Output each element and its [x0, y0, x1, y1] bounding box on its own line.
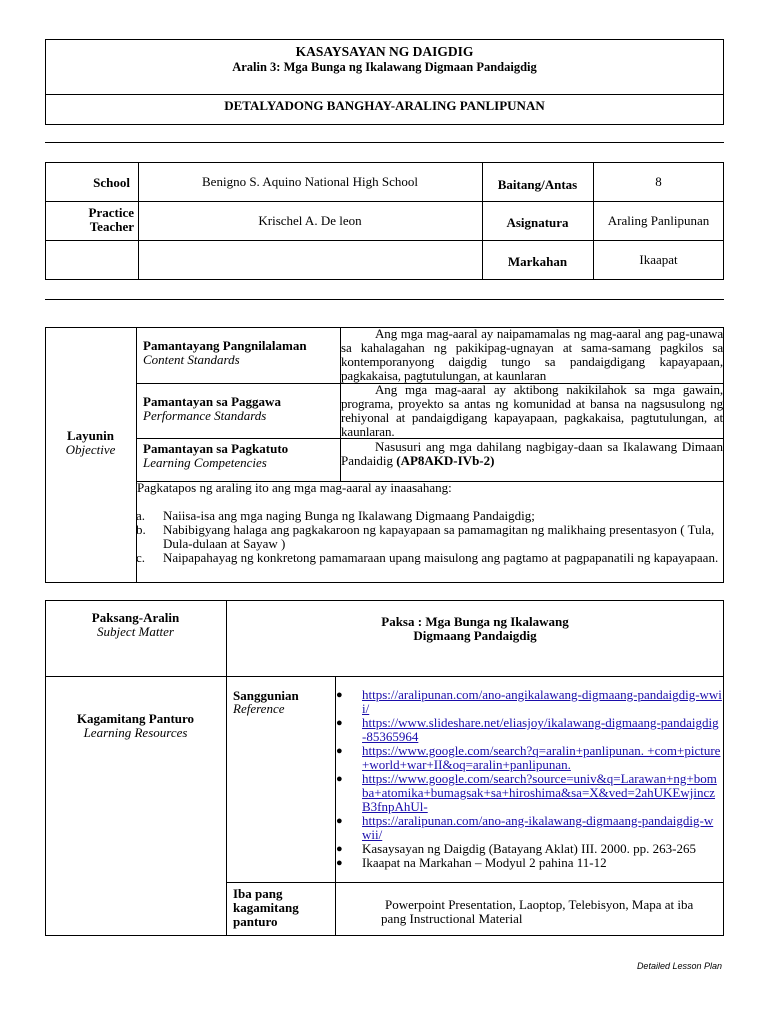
footer-text: Detailed Lesson Plan — [636, 961, 722, 971]
grade-value: 8 — [655, 174, 662, 189]
list-item[interactable] — [336, 716, 722, 744]
performance-standards-label-en: Performance Standards — [143, 408, 267, 423]
reference-label-en: Reference — [233, 701, 285, 716]
reference-text: Ikaapat na Markahan – Modyul 2 pahina 11-12 — [362, 855, 607, 870]
subject-row-divider — [45, 676, 724, 677]
content-standards-label: Pamantayang Pangnilalaman — [143, 338, 307, 353]
quarter-label: Markahan — [507, 254, 568, 269]
list-item — [136, 523, 721, 551]
list-marker: c. — [136, 550, 146, 565]
school-label: School — [93, 175, 130, 190]
teacher-value: Krischel A. De leon — [258, 213, 362, 228]
school-value: Benigno S. Aquino National High School — [202, 174, 418, 189]
reference-link[interactable]: https://www.google.com/search?source=univ&q=Larawan+ng+bomba+atomika+bumagsak+sa+hiroshima&sa=X&ved=2ahUKEwjinczB3fnpAhUl- — [362, 771, 717, 814]
list-item-text: Naipapahayag ng konkretong pamamaraan upang maisulong ang pagtamo at pagpapanatili ng kapayapaan. — [163, 550, 719, 565]
reference-label: Sanggunian — [233, 688, 299, 703]
content-standards-label-en: Content Standards — [143, 352, 240, 367]
list-item — [136, 509, 721, 523]
list-item[interactable] — [336, 744, 722, 772]
learning-resources-label: Kagamitang Panturo — [76, 711, 195, 726]
performance-standards-text: Ang mga mag-aaral ay aktibong nakikilahok sa mga gawain, programa, proyekto sa antas ng komunidad at bansa na nagsusulong ng rehiyonal at pandaigdigang kapayapaan, pagkakaisa, pagtutulungan, at kaunlaran. — [341, 382, 723, 439]
reference-link[interactable]: https://aralipunan.com/ano-angikalawang-digmaang-pandaigdig-wwii/ — [362, 687, 722, 716]
separator-line — [45, 142, 724, 143]
grade-label: Baitang/Antas — [497, 177, 578, 192]
resources-row-divider — [226, 882, 724, 883]
list-item[interactable] — [336, 688, 722, 716]
list-item-text: Nabibigyang halaga ang pagkakaroon ng kapayapaan sa pamamagitan ng malikhaing presentasyon ( Tula, Dula-dulaan at Sayaw ) — [163, 522, 715, 551]
list-marker: a. — [136, 508, 146, 523]
reference-link[interactable]: https://www.slideshare.net/eliasjoy/ikalawang-digmaang-pandaigdig-85365964 — [362, 715, 719, 744]
plan-title: DETALYADONG BANGHAY-ARALING PANLIPUNAN — [224, 98, 545, 113]
learning-competencies-label: Pamantayan sa Pagkatuto — [143, 441, 289, 456]
topic-line-1: Paksa : Mga Bunga ng Ikalawang — [381, 614, 569, 629]
subject-value: Araling Panlipunan — [607, 213, 710, 228]
header-divider — [45, 94, 724, 95]
topic-line-2: Digmaang Pandaigdig — [413, 628, 537, 643]
list-item — [336, 856, 722, 870]
teacher-label: Practice Teacher — [88, 205, 134, 234]
reference-link[interactable]: https://aralipunan.com/ano-ang-ikalawang-digmaang-pandaigdig-wwii/ — [362, 813, 714, 842]
objective-label: Layunin — [67, 428, 114, 443]
subject-matter-label: Paksang-Aralin — [91, 610, 180, 625]
reference-list — [336, 688, 722, 870]
objectives-list — [136, 509, 721, 565]
list-item-text: Naiisa-isa ang mga naging Bunga ng Ikalawang Digmaang Pandaigdig; — [163, 508, 535, 523]
info-row-divider — [45, 240, 724, 241]
objective-label-en: Objective — [65, 442, 116, 457]
subject-matter-label-en: Subject Matter — [97, 624, 174, 639]
subject-label: Asignatura — [506, 215, 569, 230]
learning-resources-label-en: Learning Resources — [83, 725, 188, 740]
competency-description: Nasusuri ang mga dahilang nagbigay-daan sa Ikalawang Dimaan Pandaidig — [341, 439, 723, 468]
document-title: KASAYSAYAN NG DAIGDIG — [295, 44, 474, 59]
subject-col-divider — [226, 600, 227, 936]
other-materials-label: Iba pang kagamitang panturo — [233, 886, 299, 929]
list-item — [336, 842, 722, 856]
learning-competencies-text — [341, 440, 723, 468]
quarter-value: Ikaapat — [639, 252, 678, 267]
competency-code: (AP8AKD-IVb-2) — [396, 453, 495, 468]
learning-competencies-label-en: Learning Competencies — [143, 455, 267, 470]
content-standards-text: Ang mga mag-aaral ay naipamamalas ng mag-aaral ang pag-unawa sa kahalagahan ng pakikipag-ugnayan at sama-samang pagkilos sa kontemporanyong daigdig tungo sa pandaigdigang kapayapaan, pagkakaisa, pagtutulungan, at kaunlaran — [341, 326, 723, 383]
separator-line — [45, 299, 724, 300]
other-materials-text: Powerpoint Presentation, Laoptop, Telebisyon, Mapa at iba pang Instructional Material — [381, 897, 694, 926]
list-item[interactable] — [336, 814, 722, 842]
lesson-title: Aralin 3: Mga Bunga ng Ikalawang Digmaan Pandaigdig — [232, 60, 537, 74]
list-item[interactable] — [336, 772, 722, 814]
reference-link[interactable]: https://www.google.com/search?q=aralin+panlipunan. +com+picture+world+war+II&oq=aralin+panlipunan. — [362, 743, 721, 772]
list-item — [136, 551, 721, 565]
objectives-intro: Pagkatapos ng araling ito ang mga mag-aaral ay inaasahang: — [137, 480, 452, 495]
list-marker: b. — [136, 522, 146, 537]
info-row-divider — [45, 201, 724, 202]
performance-standards-label: Pamantayan sa Paggawa — [143, 394, 281, 409]
reference-text: Kasaysayan ng Daigdig (Batayang Aklat) III. 2000. pp. 263-265 — [362, 841, 696, 856]
